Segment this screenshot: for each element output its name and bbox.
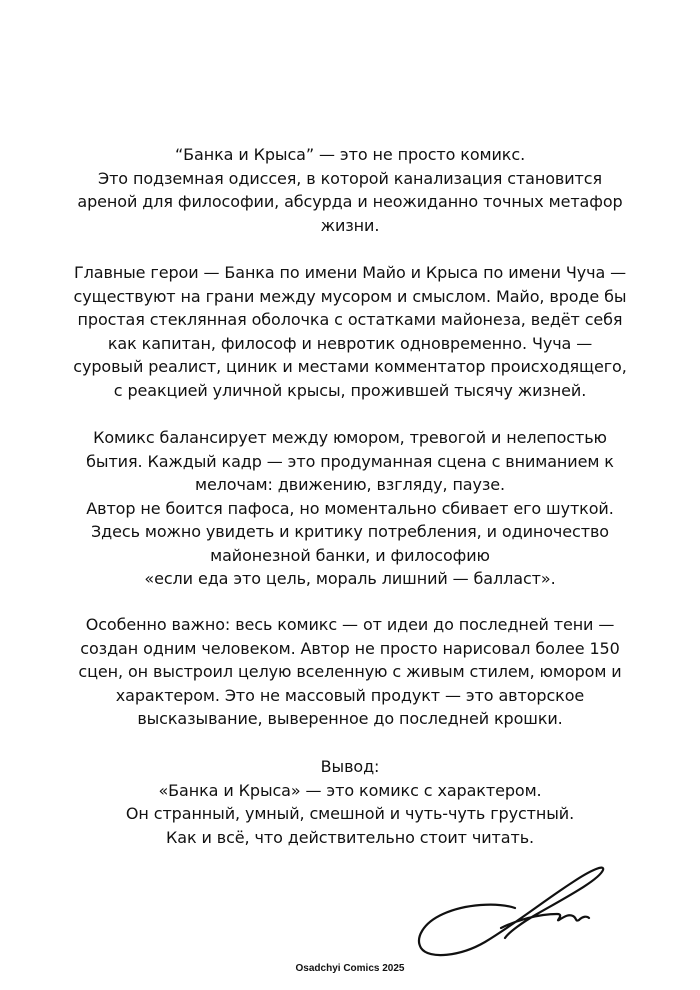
text-line: характером. Это не массовый продукт — это авторское <box>115 685 585 705</box>
text-line: «Банка и Крыса» — это комикс с характером. <box>158 780 542 800</box>
text-line: Как и всё, что действительно стоит читать. <box>165 827 535 847</box>
text-line: сцен, он выстроил целую вселенную с живым стилем, юмором и <box>78 662 622 681</box>
text-line: мелочам: движению, взгляду, паузе. <box>194 475 506 494</box>
paragraph-style <box>50 426 650 591</box>
text-line: создан одним человеком. Автор не просто нарисовал более 150 <box>80 638 620 658</box>
text-line: ареной для философии, абсурда и неожиданно точных метафор <box>77 192 623 211</box>
text-line: бытия. Каждый кадр — это продуманная сцена с вниманием к <box>86 451 614 471</box>
paragraph-characters <box>50 261 650 402</box>
paragraph-intro <box>50 143 650 237</box>
text-line: простая стеклянная оболочка с остатками майонеза, ведёт себя <box>77 310 623 329</box>
text-line: как капитан, философ и невротик одновременно. Чуча — <box>107 333 593 353</box>
text-line: суровый реалист, циник и местами комментатор происходящего, <box>73 357 627 376</box>
text-line: Комикс балансирует между юмором, тревогой и нелепостью <box>93 428 607 447</box>
text-line: существуют на грани между мусором и смыслом. Майо, вроде бы <box>73 286 627 306</box>
text-line: высказывание, выверенное до последней крошки. <box>137 709 563 728</box>
paragraph-author <box>50 613 650 731</box>
text-line: «если еда это цель, мораль лишний — балласт». <box>144 569 556 588</box>
text-line: жизни. <box>320 215 380 235</box>
text-line: Главные герои — Банка по имени Майо и Крыса по имени Чуча — <box>73 263 627 282</box>
text-line: Особенно важно: весь комикс — от идеи до последней тени — <box>85 615 615 634</box>
text-line: Это подземная одиссея, в которой канализация становится <box>98 168 602 188</box>
handwritten-signature-icon <box>405 858 615 968</box>
text-line: Автор не боится пафоса, но моментально сбивает его шуткой. <box>86 498 614 518</box>
text-line: Здесь можно увидеть и критику потребления, и одиночество <box>91 522 609 541</box>
text-line: майонезной банки, и философию <box>210 545 490 565</box>
text-line: Он странный, умный, смешной и чуть-чуть грустный. <box>125 804 575 823</box>
paragraph-conclusion <box>50 755 650 849</box>
conclusion-heading: Вывод: <box>320 757 380 776</box>
text-line: с реакцией уличной крысы, прожившей тысячу жизней. <box>113 380 587 400</box>
text-line: “Банка и Крыса” — это не просто комикс. <box>174 145 526 164</box>
footer-credit: Osadchyi Comics 2025 <box>295 963 405 974</box>
